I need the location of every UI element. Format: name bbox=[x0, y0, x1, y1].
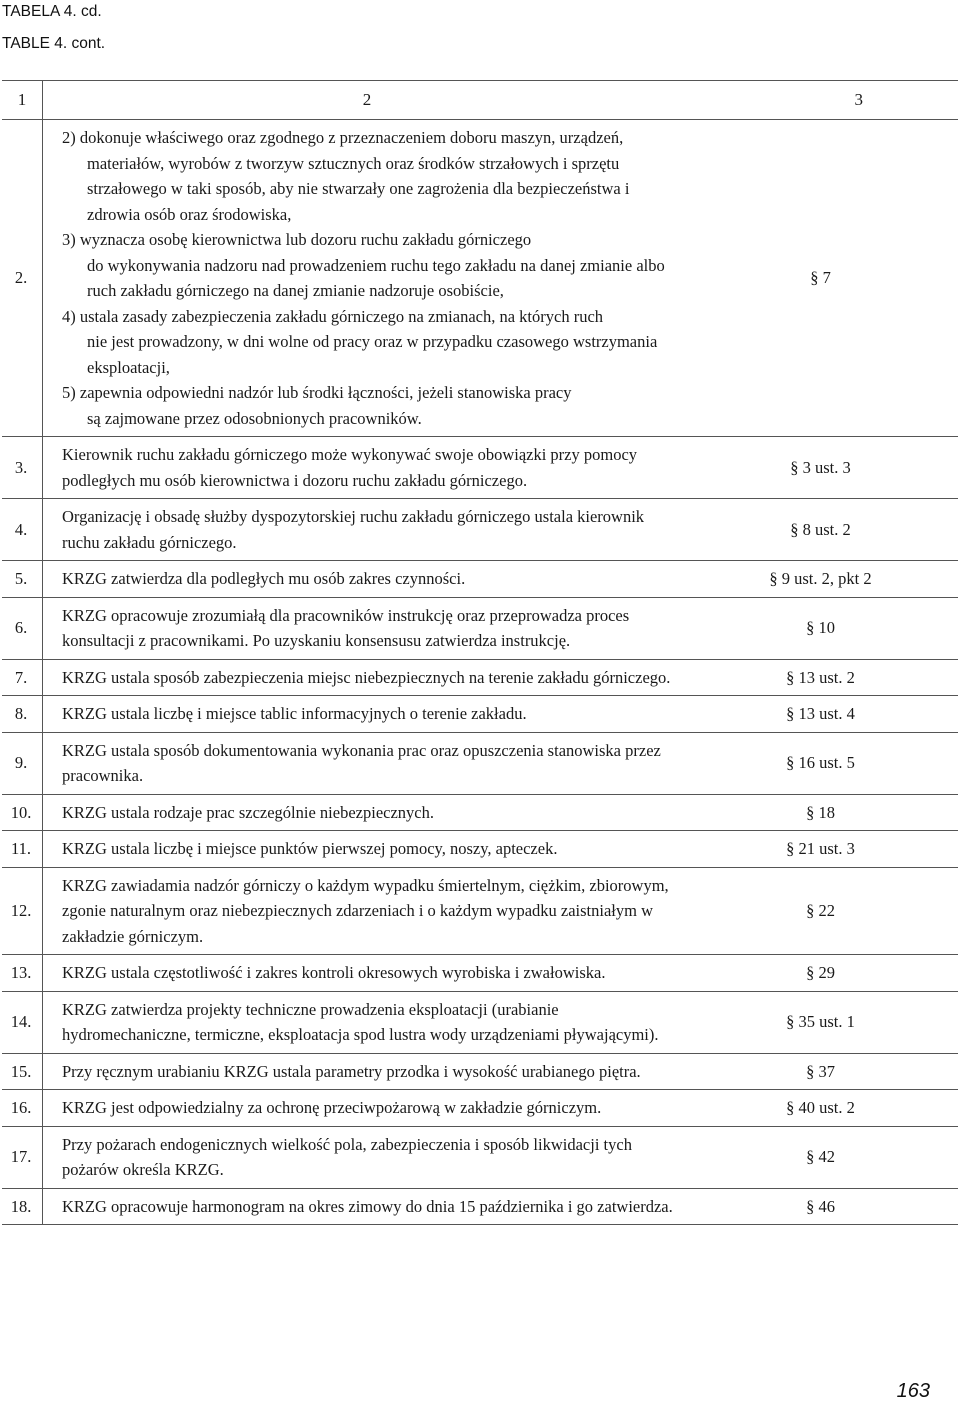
reference-text: § 7 bbox=[810, 268, 831, 288]
row-text: KRZG zawiadamia nadzór górniczy o każdym wypadku śmiertelnym, ciężkim, zbiorowym, zgonie naturalnym oraz niebezpiecznych zdarzeniach i o każdym wypadku zaistniałym w zakładzie górniczym. bbox=[43, 867, 692, 955]
reference-text: § 46 bbox=[806, 1196, 835, 1216]
table-row bbox=[2, 597, 958, 659]
table-header-row bbox=[2, 81, 958, 120]
table-row bbox=[2, 991, 958, 1053]
row-reference bbox=[691, 1126, 958, 1188]
table-row bbox=[2, 561, 958, 598]
row-number: 16. bbox=[2, 1090, 43, 1127]
row-number: 8. bbox=[2, 696, 43, 733]
row-text: KRZG ustala sposób zabezpieczenia miejsc niebezpiecznych na terenie zakładu górniczego. bbox=[43, 659, 692, 696]
row-reference bbox=[691, 732, 958, 794]
list-item-continuation: materiałów, wyrobów z tworzyw sztucznych oraz środków strzałowych i sprzętu strzałowego w taki sposób, aby nie stwarzały one zagrożenia dla bezpieczeństwa i zdrowia osób oraz środowiska, bbox=[87, 153, 630, 224]
row-number: 10. bbox=[2, 794, 43, 831]
reference-text: § 8 ust. 2 bbox=[790, 519, 851, 539]
table-row bbox=[2, 499, 958, 561]
reference-text: § 18 bbox=[806, 802, 835, 822]
reference-text: § 22 bbox=[806, 901, 835, 920]
table-caption-polish: TABELA 4. cd. bbox=[2, 3, 102, 20]
row-text: KRZG ustala liczbę i miejsce tablic informacyjnych o terenie zakładu. bbox=[43, 696, 692, 733]
row-text: KRZG opracowuje zrozumiałą dla pracowników instrukcję oraz przeprowadza proces konsultacji z pracownikami. Po uzyskaniu konsensusu zatwierdza instrukcję. bbox=[43, 597, 692, 659]
row-reference bbox=[691, 831, 958, 868]
table-row bbox=[2, 659, 958, 696]
header-col-2: 2 bbox=[43, 81, 692, 120]
list-item bbox=[62, 304, 685, 381]
row-number: 13. bbox=[2, 955, 43, 992]
table-row bbox=[2, 794, 958, 831]
row-reference bbox=[691, 696, 958, 733]
row-reference bbox=[691, 794, 958, 831]
reference-text: § 37 bbox=[806, 1061, 835, 1081]
reference-text: § 21 ust. 3 bbox=[786, 839, 855, 858]
table-row bbox=[2, 437, 958, 499]
reference-text: § 35 ust. 1 bbox=[786, 1012, 855, 1032]
reference-text: § 3 ust. 3 bbox=[790, 457, 851, 477]
list-item bbox=[62, 227, 685, 304]
reference-text: § 13 ust. 4 bbox=[786, 704, 855, 723]
row-number: 3. bbox=[2, 437, 43, 499]
row-reference bbox=[691, 867, 958, 955]
row-reference bbox=[691, 120, 958, 437]
row-text: KRZG zatwierdza dla podległych mu osób zakres czynności. bbox=[43, 561, 692, 598]
list-item-first-line: 4) ustala zasady zabezpieczenia zakładu górniczego na zmianach, na których ruch bbox=[62, 306, 604, 326]
reference-text: § 42 bbox=[806, 1147, 835, 1167]
reference-text: § 9 ust. 2, pkt 2 bbox=[769, 569, 872, 588]
list-item-continuation: nie jest prowadzony, w dni wolne od pracy oraz w przypadku czasowego wstrzymania eksploatacji, bbox=[87, 332, 658, 377]
row-reference bbox=[691, 659, 958, 696]
reference-text: § 40 ust. 2 bbox=[786, 1098, 855, 1117]
row-reference bbox=[691, 1188, 958, 1225]
header-col-3: 3 bbox=[691, 81, 958, 120]
row-number: 12. bbox=[2, 867, 43, 955]
table-row bbox=[2, 1090, 958, 1127]
row-number: 11. bbox=[2, 831, 43, 868]
table-row bbox=[2, 696, 958, 733]
list-item-first-line: 3) wyznacza osobę kierownictwa lub dozoru ruchu zakładu górniczego bbox=[62, 230, 532, 249]
row-reference bbox=[691, 955, 958, 992]
row-reference bbox=[691, 437, 958, 499]
row-number: 6. bbox=[2, 597, 43, 659]
page-number: 163 bbox=[896, 1380, 930, 1402]
row-text: KRZG opracowuje harmonogram na okres zimowy do dnia 15 października i go zatwierdza. bbox=[43, 1188, 692, 1225]
table-row bbox=[2, 120, 958, 437]
table-row bbox=[2, 1126, 958, 1188]
list-item-first-line: 2) dokonuje właściwego oraz zgodnego z przeznaczeniem doboru maszyn, urządzeń, bbox=[62, 128, 624, 147]
reference-text: § 10 bbox=[806, 618, 835, 638]
row-reference bbox=[691, 991, 958, 1053]
row-number: 4. bbox=[2, 499, 43, 561]
reference-text: § 29 bbox=[806, 963, 835, 982]
row-number: 5. bbox=[2, 561, 43, 598]
row-number: 9. bbox=[2, 732, 43, 794]
list-item-continuation: do wykonywania nadzoru nad prowadzeniem ruchu tego zakładu na danej zmianie albo ruch zakładu górniczego na danej zmianie nadzoruje osobiście, bbox=[87, 255, 665, 300]
table-row bbox=[2, 732, 958, 794]
row-reference bbox=[691, 597, 958, 659]
header-col-1: 1 bbox=[2, 81, 43, 120]
list-item bbox=[62, 125, 685, 227]
row-text: KRZG jest odpowiedzialny za ochronę przeciwpożarową w zakładzie górniczym. bbox=[43, 1090, 692, 1127]
table-row bbox=[2, 955, 958, 992]
table-row bbox=[2, 1188, 958, 1225]
regulations-table bbox=[2, 80, 958, 1225]
row-number: 7. bbox=[2, 659, 43, 696]
table-row bbox=[2, 1053, 958, 1090]
row-number: 17. bbox=[2, 1126, 43, 1188]
row-reference bbox=[691, 1090, 958, 1127]
row-text: KRZG zatwierdza projekty techniczne prowadzenia eksploatacji (urabianie hydromechaniczne, termiczne, eksploatacja spod lustra wody urządzeniami pływającymi). bbox=[43, 991, 692, 1053]
row-number: 2. bbox=[2, 120, 43, 437]
table-row bbox=[2, 867, 958, 955]
list-item-continuation: są zajmowane przez odosobnionych pracowników. bbox=[87, 408, 422, 428]
row-text: KRZG ustala sposób dokumentowania wykonania prac oraz opuszczenia stanowiska przez pracownika. bbox=[43, 732, 692, 794]
table-row bbox=[2, 831, 958, 868]
row-text: KRZG ustala liczbę i miejsce punktów pierwszej pomocy, noszy, apteczek. bbox=[43, 831, 692, 868]
row-text: Przy pożarach endogenicznych wielkość pola, zabezpieczenia i sposób likwidacji tych pożarów określa KRZG. bbox=[43, 1126, 692, 1188]
row-text: KRZG ustala częstotliwość i zakres kontroli okresowych wyrobiska i zwałowiska. bbox=[43, 955, 692, 992]
row-text: Organizację i obsadę służby dyspozytorskiej ruchu zakładu górniczego ustala kierownik ruchu zakładu górniczego. bbox=[43, 499, 692, 561]
row-reference bbox=[691, 561, 958, 598]
list-item-first-line: 5) zapewnia odpowiedni nadzór lub środki łączności, jeżeli stanowiska pracy bbox=[62, 383, 572, 402]
row-number: 15. bbox=[2, 1053, 43, 1090]
row-text bbox=[43, 120, 692, 437]
row-reference bbox=[691, 1053, 958, 1090]
row-number: 14. bbox=[2, 991, 43, 1053]
row-text: KRZG ustala rodzaje prac szczególnie niebezpiecznych. bbox=[43, 794, 692, 831]
list-item bbox=[62, 380, 685, 431]
reference-text: § 13 ust. 2 bbox=[786, 667, 855, 687]
row-text: Przy ręcznym urabianiu KRZG ustala parametry przodka i wysokość urabianego piętra. bbox=[43, 1053, 692, 1090]
row-reference bbox=[691, 499, 958, 561]
row-number: 18. bbox=[2, 1188, 43, 1225]
row-text: Kierownik ruchu zakładu górniczego może wykonywać swoje obowiązki przy pomocy podległych mu osób kierownictwa i dozoru ruchu zakładu górniczego. bbox=[43, 437, 692, 499]
table-caption-english: TABLE 4. cont. bbox=[2, 35, 106, 52]
reference-text: § 16 ust. 5 bbox=[786, 753, 855, 773]
